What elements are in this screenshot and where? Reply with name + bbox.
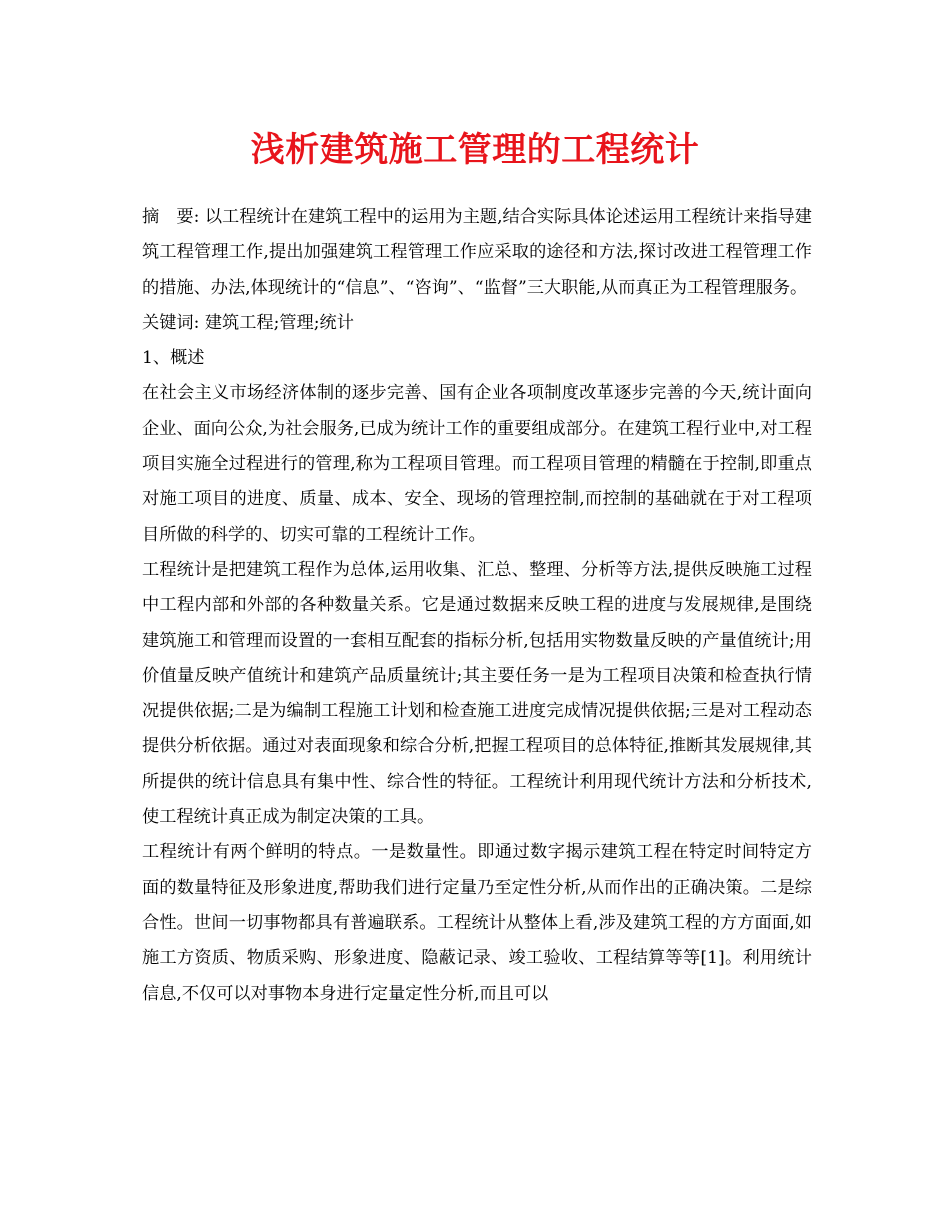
body-paragraph: 工程统计是把建筑工程作为总体,运用收集、汇总、整理、分析等方法,提供反映施工过程中工程内部和外部的各种数量关系。它是通过数据来反映工程的进度与发展规律,是围绕建筑施工和管理而设置的一套相互配套的指标分析,包括用实物数量反映的产量值统计;用价值量反映产值统计和建筑产品质量统计;其主要任务一是为工程项目决策和检查执行情况提供依据;二是为编制工程施工计划和检查施工进度完成情况提供依据;三是对工程动态提供分析依据。通过对表面现象和综合分析,把握工程项目的总体特征,推断其发展规律,其所提供的统计信息具有集中性、综合性的特征。工程统计利用现代统计方法和分析技术,使工程统计真正成为制定决策的工具。 — [142, 559, 812, 828]
document-body — [142, 200, 812, 1012]
abstract-paragraph: 摘 要: 以工程统计在建筑工程中的运用为主题,结合实际具体论述运用工程统计来指导建筑工程管理工作,提出加强建筑工程管理工作应采取的途径和方法,探讨改进工程管理工作的措施、办法,体现统计的“信息”、“咨询”、“监督”三大职能,从而真正为工程管理服务。 — [142, 207, 812, 298]
keywords-line: 关键词: 建筑工程;管理;统计 — [142, 312, 354, 333]
document-title: 浅析建筑施工管理的工程统计 — [250, 130, 700, 170]
body-paragraph: 工程统计有两个鲜明的特点。一是数量性。即通过数字揭示建筑工程在特定时间特定方面的数量特征及形象进度,帮助我们进行定量乃至定性分析,从而作出的正确决策。二是综合性。世间一切事物都具有普遍联系。工程统计从整体上看,涉及建筑工程的方方面面,如施工方资质、物质采购、形象进度、隐蔽记录、竣工验收、工程结算等等[1]。利用统计信息,不仅可以对事物本身进行定量定性分析,而且可以 — [142, 842, 812, 1004]
section-heading-overview: 1、概述 — [142, 348, 205, 369]
body-paragraph: 在社会主义市场经济体制的逐步完善、国有企业各项制度改革逐步完善的今天,统计面向企业、面向公众,为社会服务,已成为统计工作的重要组成部分。在建筑工程行业中,对工程项目实施全过程进行的管理,称为工程项目管理。而工程项目管理的精髓在于控制,即重点对施工项目的进度、质量、成本、安全、现场的管理控制,而控制的基础就在于对工程项目所做的科学的、切实可靠的工程统计工作。 — [142, 383, 812, 545]
